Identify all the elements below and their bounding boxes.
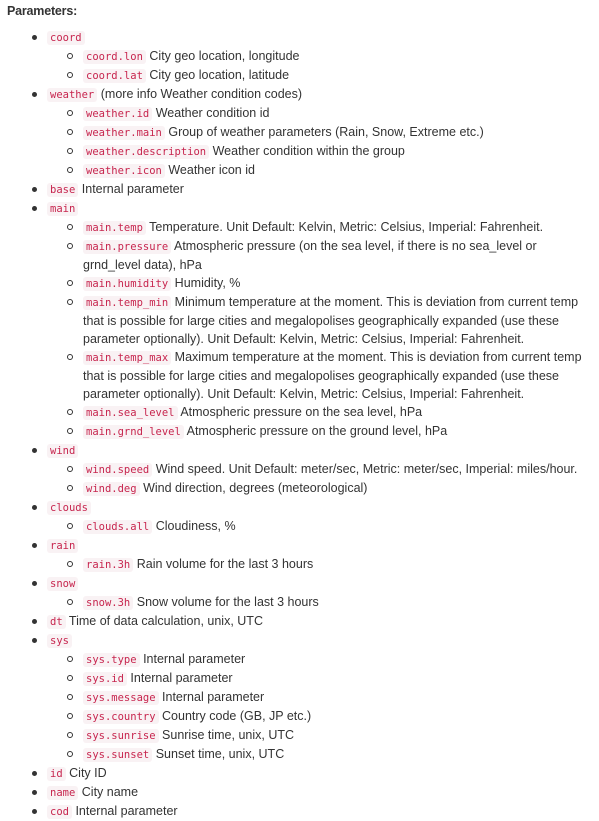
- sub-param-description: Sunset time, unix, UTC: [155, 747, 285, 761]
- param-item-wind: [7, 441, 592, 498]
- param-item-sys: [7, 631, 592, 764]
- sub-parameter-list: [47, 218, 592, 441]
- param-description: City name: [81, 785, 139, 799]
- sub-param-description: Humidity, %: [174, 276, 241, 290]
- sub-param-item-sys.sunrise: [47, 726, 592, 745]
- sub-param-item-sys.type: [47, 650, 592, 669]
- sub-parameter-list: [47, 517, 592, 536]
- sub-param-description: City geo location, longitude: [149, 49, 300, 63]
- sub-param-code: main.pressure: [83, 240, 171, 254]
- sub-param-code: sys.message: [83, 691, 159, 705]
- sub-param-description: Maximum temperature at the moment. This is deviation from current temp that is possible for large cities and megalopolises geographically expanded (use these parameter optionally). Unit Default: Kelvin, Metric: Celsius, Imperial: Fahrenheit.: [83, 350, 582, 401]
- sub-param-item-weather.id: [47, 104, 592, 123]
- sub-param-code: sys.sunset: [83, 748, 152, 762]
- param-item-weather: [7, 85, 592, 180]
- sub-param-description: Temperature. Unit Default: Kelvin, Metric: Celsius, Imperial: Fahrenheit.: [149, 220, 544, 234]
- param-description: Time of data calculation, unix, UTC: [68, 614, 263, 628]
- param-item-dt: [7, 612, 592, 631]
- param-description: Internal parameter: [81, 182, 184, 196]
- sub-param-item-sys.sunset: [47, 745, 592, 764]
- parameter-list: [7, 28, 592, 821]
- page-title: Parameters:: [7, 4, 78, 18]
- sub-param-item-main.sea_level: [47, 403, 592, 422]
- sub-param-description: Minimum temperature at the moment. This is deviation from current temp that is possible for large cities and megalopolises geographically expanded (use these parameter optionally). Unit Default: Kelvin, Metric: Celsius, Imperial: Fahrenheit.: [83, 295, 579, 346]
- sub-param-description: Internal parameter: [143, 652, 246, 666]
- param-description: City ID: [69, 766, 107, 780]
- sub-param-code: weather.id: [83, 107, 152, 121]
- sub-param-description: Weather condition id: [155, 106, 270, 120]
- sub-param-item-weather.main: [47, 123, 592, 142]
- param-description: (more info Weather condition codes): [100, 87, 303, 101]
- sub-param-item-snow.3h: [47, 593, 592, 612]
- sub-parameter-list: [47, 104, 592, 180]
- sub-param-code: sys.sunrise: [83, 729, 159, 743]
- sub-param-item-sys.country: [47, 707, 592, 726]
- sub-param-code: weather.description: [83, 145, 209, 159]
- sub-parameter-list: [47, 650, 592, 764]
- sub-param-item-main.grnd_level: [47, 422, 592, 441]
- param-item-coord: [7, 28, 592, 85]
- sub-param-code: main.sea_level: [83, 406, 178, 420]
- sub-param-item-main.temp_min: [47, 293, 592, 348]
- sub-param-description: Wind direction, degrees (meteorological): [143, 481, 368, 495]
- param-item-name: [7, 783, 592, 802]
- param-item-snow: [7, 574, 592, 612]
- sub-param-code: snow.3h: [83, 596, 133, 610]
- sub-param-description: Internal parameter: [130, 671, 233, 685]
- param-code: weather: [47, 88, 97, 102]
- sub-param-description: Atmospheric pressure on the ground level, hPa: [186, 424, 448, 438]
- sub-param-item-sys.id: [47, 669, 592, 688]
- param-code: main: [47, 202, 78, 216]
- sub-param-description: Atmospheric pressure (on the sea level, if there is no sea_level or grnd_level data), hPa: [83, 239, 537, 272]
- sub-param-item-main.humidity: [47, 274, 592, 293]
- sub-param-item-main.pressure: [47, 237, 592, 274]
- sub-param-description: Sunrise time, unix, UTC: [162, 728, 295, 742]
- sub-param-code: main.humidity: [83, 277, 171, 291]
- sub-param-item-main.temp: [47, 218, 592, 237]
- sub-param-description: Rain volume for the last 3 hours: [136, 557, 314, 571]
- sub-param-code: rain.3h: [83, 558, 133, 572]
- sub-param-description: Weather icon id: [168, 163, 255, 177]
- sub-param-code: wind.deg: [83, 482, 140, 496]
- param-description: Internal parameter: [75, 804, 178, 818]
- param-item-main: [7, 199, 592, 441]
- sub-param-description: Internal parameter: [162, 690, 265, 704]
- param-code: dt: [47, 615, 66, 629]
- param-item-cod: [7, 802, 592, 821]
- param-item-base: [7, 180, 592, 199]
- param-code: cod: [47, 805, 72, 819]
- sub-param-description: City geo location, latitude: [149, 68, 290, 82]
- sub-parameter-list: [47, 460, 592, 498]
- sub-param-code: sys.type: [83, 653, 140, 667]
- sub-param-code: sys.id: [83, 672, 127, 686]
- sub-param-item-coord.lon: [47, 47, 592, 66]
- sub-parameter-list: [47, 593, 592, 612]
- param-item-clouds: [7, 498, 592, 536]
- sub-param-code: sys.country: [83, 710, 159, 724]
- param-code: clouds: [47, 501, 91, 515]
- param-code: base: [47, 183, 78, 197]
- sub-param-description: Group of weather parameters (Rain, Snow, Extreme etc.): [168, 125, 484, 139]
- sub-param-item-rain.3h: [47, 555, 592, 574]
- param-code: wind: [47, 444, 78, 458]
- parameters-document: [7, 4, 592, 821]
- sub-param-description: Cloudiness, %: [155, 519, 236, 533]
- sub-param-code: main.temp: [83, 221, 146, 235]
- sub-param-code: main.temp_min: [83, 296, 171, 310]
- param-code: rain: [47, 539, 78, 553]
- param-code: snow: [47, 577, 78, 591]
- sub-param-item-coord.lat: [47, 66, 592, 85]
- sub-param-code: coord.lon: [83, 50, 146, 64]
- param-code: coord: [47, 31, 85, 45]
- sub-param-code: weather.icon: [83, 164, 165, 178]
- sub-param-item-main.temp_max: [47, 348, 592, 403]
- sub-param-description: Wind speed. Unit Default: meter/sec, Metric: meter/sec, Imperial: miles/hour.: [155, 462, 578, 476]
- sub-param-description: Country code (GB, JP etc.): [162, 709, 312, 723]
- sub-param-code: wind.speed: [83, 463, 152, 477]
- sub-param-description: Snow volume for the last 3 hours: [136, 595, 319, 609]
- sub-param-description: Weather condition within the group: [212, 144, 405, 158]
- sub-param-item-sys.message: [47, 688, 592, 707]
- param-item-rain: [7, 536, 592, 574]
- sub-param-item-wind.speed: [47, 460, 592, 479]
- sub-param-item-weather.icon: [47, 161, 592, 180]
- sub-param-item-wind.deg: [47, 479, 592, 498]
- sub-param-code: main.grnd_level: [83, 425, 184, 439]
- param-code: name: [47, 786, 78, 800]
- sub-param-code: main.temp_max: [83, 351, 171, 365]
- sub-param-item-weather.description: [47, 142, 592, 161]
- sub-param-code: clouds.all: [83, 520, 152, 534]
- param-code: id: [47, 767, 66, 781]
- param-item-id: [7, 764, 592, 783]
- sub-parameter-list: [47, 555, 592, 574]
- sub-param-description: Atmospheric pressure on the sea level, hPa: [180, 405, 423, 419]
- sub-parameter-list: [47, 47, 592, 85]
- sub-param-code: coord.lat: [83, 69, 146, 83]
- param-code: sys: [47, 634, 72, 648]
- sub-param-code: weather.main: [83, 126, 165, 140]
- sub-param-item-clouds.all: [47, 517, 592, 536]
